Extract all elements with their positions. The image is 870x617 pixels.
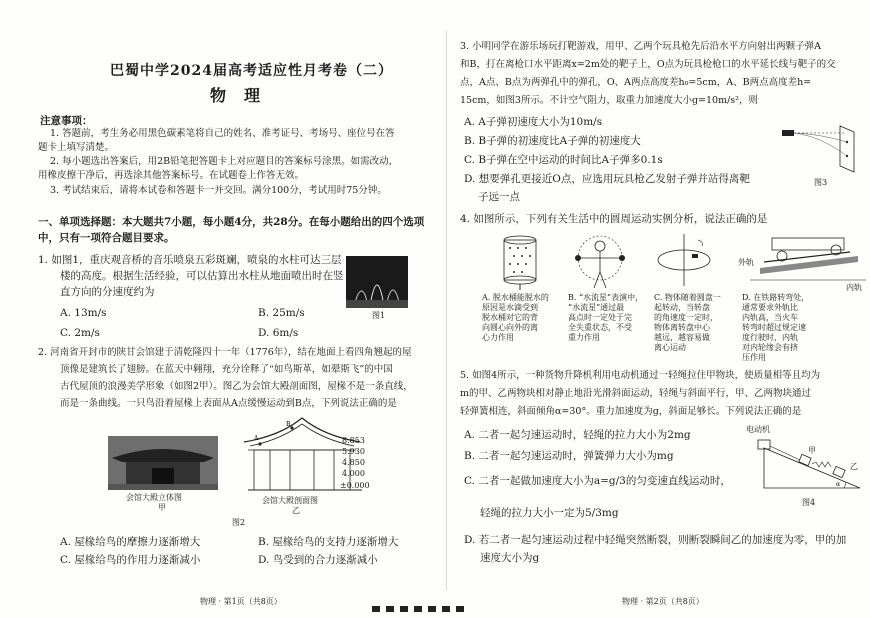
q5-text: m的甲、乙两物块相对静止地沿光滑斜面运动，轻绳与斜面平行，甲、乙两物块通过: [460, 388, 812, 399]
q5-option-d-cont: 速度大小为g: [480, 552, 540, 564]
block-b-label: 乙: [850, 462, 858, 471]
q1-text: 1. 如图1，重庆观音桥的音乐喷泉五彩斑斓，喷泉的水柱可达三层: [38, 254, 342, 266]
height-mark: 4.850: [342, 458, 365, 467]
q1-text: 楼的高度。根据生活经验，可以估算出水柱从地面喷出时在竖: [60, 270, 344, 282]
q5-option-a[interactable]: A. 二者一起匀速运动时，轻绳的拉力大小为2mg: [464, 429, 691, 441]
q4-text: 4. 如图所示，下列有关生活中的圆周运动实例分析，说法正确的是: [460, 213, 768, 225]
q1-option-b[interactable]: B. 25m/s: [258, 307, 305, 319]
q3-text: 15cm，如图3所示。不计空气阻力，取重力加速度大小g=10m/s²，则: [460, 95, 758, 106]
q3-option-b[interactable]: B. B子弹的初速度比A子弹的初速度大: [464, 135, 641, 147]
column-divider: [446, 30, 447, 590]
railway-curve-drawing: [750, 232, 866, 290]
outer-rail-label: 外轨: [738, 258, 754, 267]
svg-text:α: α: [836, 481, 841, 488]
fig3-label: 图3: [814, 178, 828, 187]
svg-text:B: B: [286, 421, 291, 428]
notice-line: 用橡皮擦干净后，再选涂其他答案标号。在试题卷上作答无效。: [38, 170, 305, 181]
q5-text: 5. 如图4所示，一种货物升降机利用电动机通过一轻绳拉住甲物块，使质量相等且均为: [460, 370, 821, 381]
page-footer-right: 物理 · 第2页（共8页）: [622, 597, 704, 606]
height-mark: 5.930: [342, 447, 365, 456]
height-mark: 8.853: [342, 436, 365, 445]
q3-option-a[interactable]: A. A子弹初速度大小为10m/s: [464, 116, 603, 128]
fig2a-label: 甲: [158, 503, 166, 512]
subject-title: 物理: [210, 86, 279, 105]
q1-text: 直方向的分速度约为: [60, 286, 155, 298]
fig2b-caption: 会馆大殿剖面图: [262, 496, 318, 505]
inner-rail-label: 内轨: [846, 283, 862, 292]
notice-line: 题卡上填写清楚。: [38, 142, 115, 153]
motor-label: 电动机: [746, 425, 770, 434]
footer-marks: [372, 598, 464, 606]
turntable-drawing: [654, 232, 714, 290]
q5-option-b[interactable]: B. 二者一起匀速运动时，弹簧弹力大小为mg: [464, 450, 674, 462]
q1-option-a[interactable]: A. 13m/s: [60, 307, 107, 319]
exam-title: 巴蜀中学2024届高考适应性月考卷（二）: [110, 63, 393, 79]
q5-option-d[interactable]: D. 若二者一起匀速运动过程中轻绳突然断裂，则断裂瞬间乙的加速度为零，甲的加: [464, 534, 847, 546]
q2-option-c[interactable]: C. 屋椽给鸟的作用力逐渐减小: [60, 554, 201, 566]
q3-option-d[interactable]: D. 想要弹孔更接近O点，应选用玩具枪乙发射子弹并站得离靶: [464, 173, 750, 185]
notice-line: 3. 考试结束后，请将本试卷和答题卡一并交回。满分100分，考试用时75分钟。: [50, 185, 387, 196]
incline-drawing: [756, 432, 864, 494]
q2-option-d[interactable]: D. 鸟受到的合力逐渐减小: [258, 554, 378, 566]
q2-option-b[interactable]: B. 屋椽给鸟的支持力逐渐增大: [258, 536, 399, 548]
q2-text: 顶像是建筑长了翅膀。在蓝天中翱翔，充分诠释了“如鸟斯革，如翚斯飞”的中国: [60, 364, 393, 375]
q3-text: 点，A点、B点为两弹孔中的弹孔，O、A两点高度差h₀=5cm，A、B两点高度差h=: [460, 77, 812, 88]
fig2-label: 图2: [232, 518, 246, 527]
fig2a-caption: 会馆大殿立体图: [126, 493, 182, 502]
notice-heading: 注意事项：: [40, 115, 93, 127]
fig4-label: 图4: [802, 498, 816, 507]
q2-text: 而是一条曲线。一只鸟沿着屋椽上表面从A点缓慢运动到B点，下列说法正确的是: [60, 398, 397, 409]
target-drawing: [780, 122, 860, 174]
block-a-label: 甲: [808, 446, 816, 455]
fountain-photo: [346, 256, 408, 308]
q4-option-c[interactable]: C. 物体随着圆盘一 起转动，当转盘 的角速度一定时， 物体离转盘中心 越远，越容易做 离心运动: [654, 293, 721, 352]
height-mark: ±0.000: [340, 481, 370, 490]
height-mark: 4.000: [342, 469, 365, 478]
spin-dryer-drawing: [494, 232, 546, 290]
q5-option-c[interactable]: C. 二者一起做加速度大小为a=g/3的匀变速直线运动时，: [464, 475, 731, 487]
q2-text: 2. 河南省开封市的陕甘会馆建于清乾隆四十一年（1776年），结在地面上看四角翘起的屋: [38, 347, 412, 358]
q2-option-a[interactable]: A. 屋椽给鸟的摩擦力逐渐增大: [60, 536, 201, 548]
water-meteor-drawing: [570, 232, 630, 290]
q5-text: 轻弹簧相连，斜面倾角α=30°。重力加速度为g，斜面足够长。下列说法正确的是: [460, 406, 802, 417]
section-heading: 一、单项选择题：本大题共7小题，每小题4分，共28分。在每小题给出的四个选项: [38, 216, 425, 228]
q4-option-b[interactable]: B. “水流星”表演中， “水流星”通过最 高点时一定处于完 全失重状态，不受 重力作用: [568, 293, 644, 342]
q1-option-c[interactable]: C. 2m/s: [60, 327, 100, 339]
q3-option-c[interactable]: C. B子弹在空中运动的时间比A子弹多0.1s: [464, 154, 663, 166]
notice-line: 2. 每小题选出答案后，用2B铅笔把答题卡上对应题目的答案标号涂黑。如需改动，: [50, 156, 399, 167]
q4-option-a[interactable]: A. 脱水桶能脱水的 原因是水滴受到 脱水桶对它的背 向圆心向外的离 心力作用: [482, 293, 549, 342]
q2-text: 古代屋顶的浪漫美学形象（如图2甲）。图乙为会馆大殿剖面图，屋椽不是一条直线，: [60, 381, 413, 392]
hall-photo: [108, 436, 218, 490]
q5-option-c-cont: 轻绳的拉力大小一定为5/3mg: [480, 507, 619, 519]
q3-text: 3. 小明同学在游乐场玩打靶游戏，用甲、乙两个玩具枪先后沿水平方向射出两颗子弹A: [460, 41, 821, 52]
page-footer-left: 物理 · 第1页（共8页）: [200, 597, 282, 606]
q3-text: 和B，打在离枪口水平距离x=2m处的靶子上，O点为玩具枪枪口的水平延长线与靶子的交: [460, 59, 836, 70]
q1-option-d[interactable]: D. 6m/s: [258, 327, 299, 339]
q3-option-d-cont: 子远一点: [478, 191, 520, 203]
q4-option-d[interactable]: D. 在铁路转弯处， 通常要求外轨比 内轨高，当火车 转弯时超过规定速 度行驶时，内轨 对内轮缘会有挤 压作用: [742, 293, 810, 362]
section-heading: 中，只有一项符合题目要求。: [38, 232, 175, 244]
notice-line: 1. 答题前，考生务必用黑色碳素笔将自己的姓名、准考证号、考场号、座位号在答: [50, 128, 395, 139]
svg-text:A: A: [254, 435, 259, 442]
fig1-label: 图1: [372, 311, 386, 320]
fig2b-label: 乙: [292, 506, 300, 515]
